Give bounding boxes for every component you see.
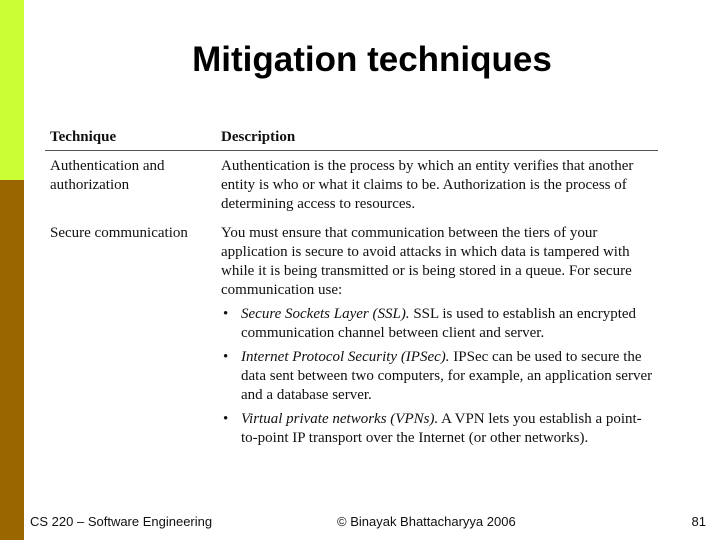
footer-copyright: © Binayak Bhattacharyya 2006 [337, 514, 516, 529]
footer-page-number: 81 [691, 514, 706, 529]
table-row [45, 217, 658, 448]
description-intro: You must ensure that communication between the tiers of your application is secure to avoid attacks in which data is tampered with while it is being transmitted or is being stored in a queue. For secure communication use: [221, 225, 632, 298]
header-description: Description [221, 129, 296, 145]
mitigation-table [45, 128, 658, 448]
description-cell [221, 224, 658, 448]
table-header [45, 128, 658, 151]
bullet-term: Virtual private networks (VPNs). [241, 411, 439, 427]
footer-course: CS 220 – Software Engineering [30, 514, 213, 529]
bullet-text: A VPN lets you establish a point-to-point IP transport over the Internet (or other networks). [241, 411, 642, 446]
accent-bar-top [0, 0, 24, 180]
technique-cell: Secure communication [50, 225, 188, 241]
bullet-icon: • [223, 306, 229, 322]
technique-cell [50, 157, 215, 195]
bullet-term: Internet Protocol Security (IPSec). [241, 349, 450, 365]
bullet-list [221, 305, 658, 448]
bullet-text: SSL is used to establish an encrypted communication channel between client and server. [241, 306, 637, 341]
bullet-icon: • [223, 349, 229, 365]
accent-bar-bottom [0, 180, 24, 540]
list-item [221, 348, 658, 405]
technique-line: authorization [50, 177, 130, 193]
description-cell: Authentication is the process by which an entity verifies that another entity is who or what it claims to be. Authorization is the process of determining access to resources. [221, 158, 634, 212]
bullet-term: Secure Sockets Layer (SSL). [241, 306, 410, 322]
slide-title: Mitigation techniques [192, 40, 552, 79]
list-item [221, 410, 658, 448]
table-row [45, 151, 658, 217]
bullet-icon: • [223, 411, 229, 427]
list-item [221, 305, 658, 343]
technique-line: Authentication and [50, 158, 165, 174]
header-technique: Technique [50, 129, 117, 145]
bullet-text: IPSec can be used to secure the data sent between two computers, for example, an application server and a database server. [241, 349, 653, 403]
